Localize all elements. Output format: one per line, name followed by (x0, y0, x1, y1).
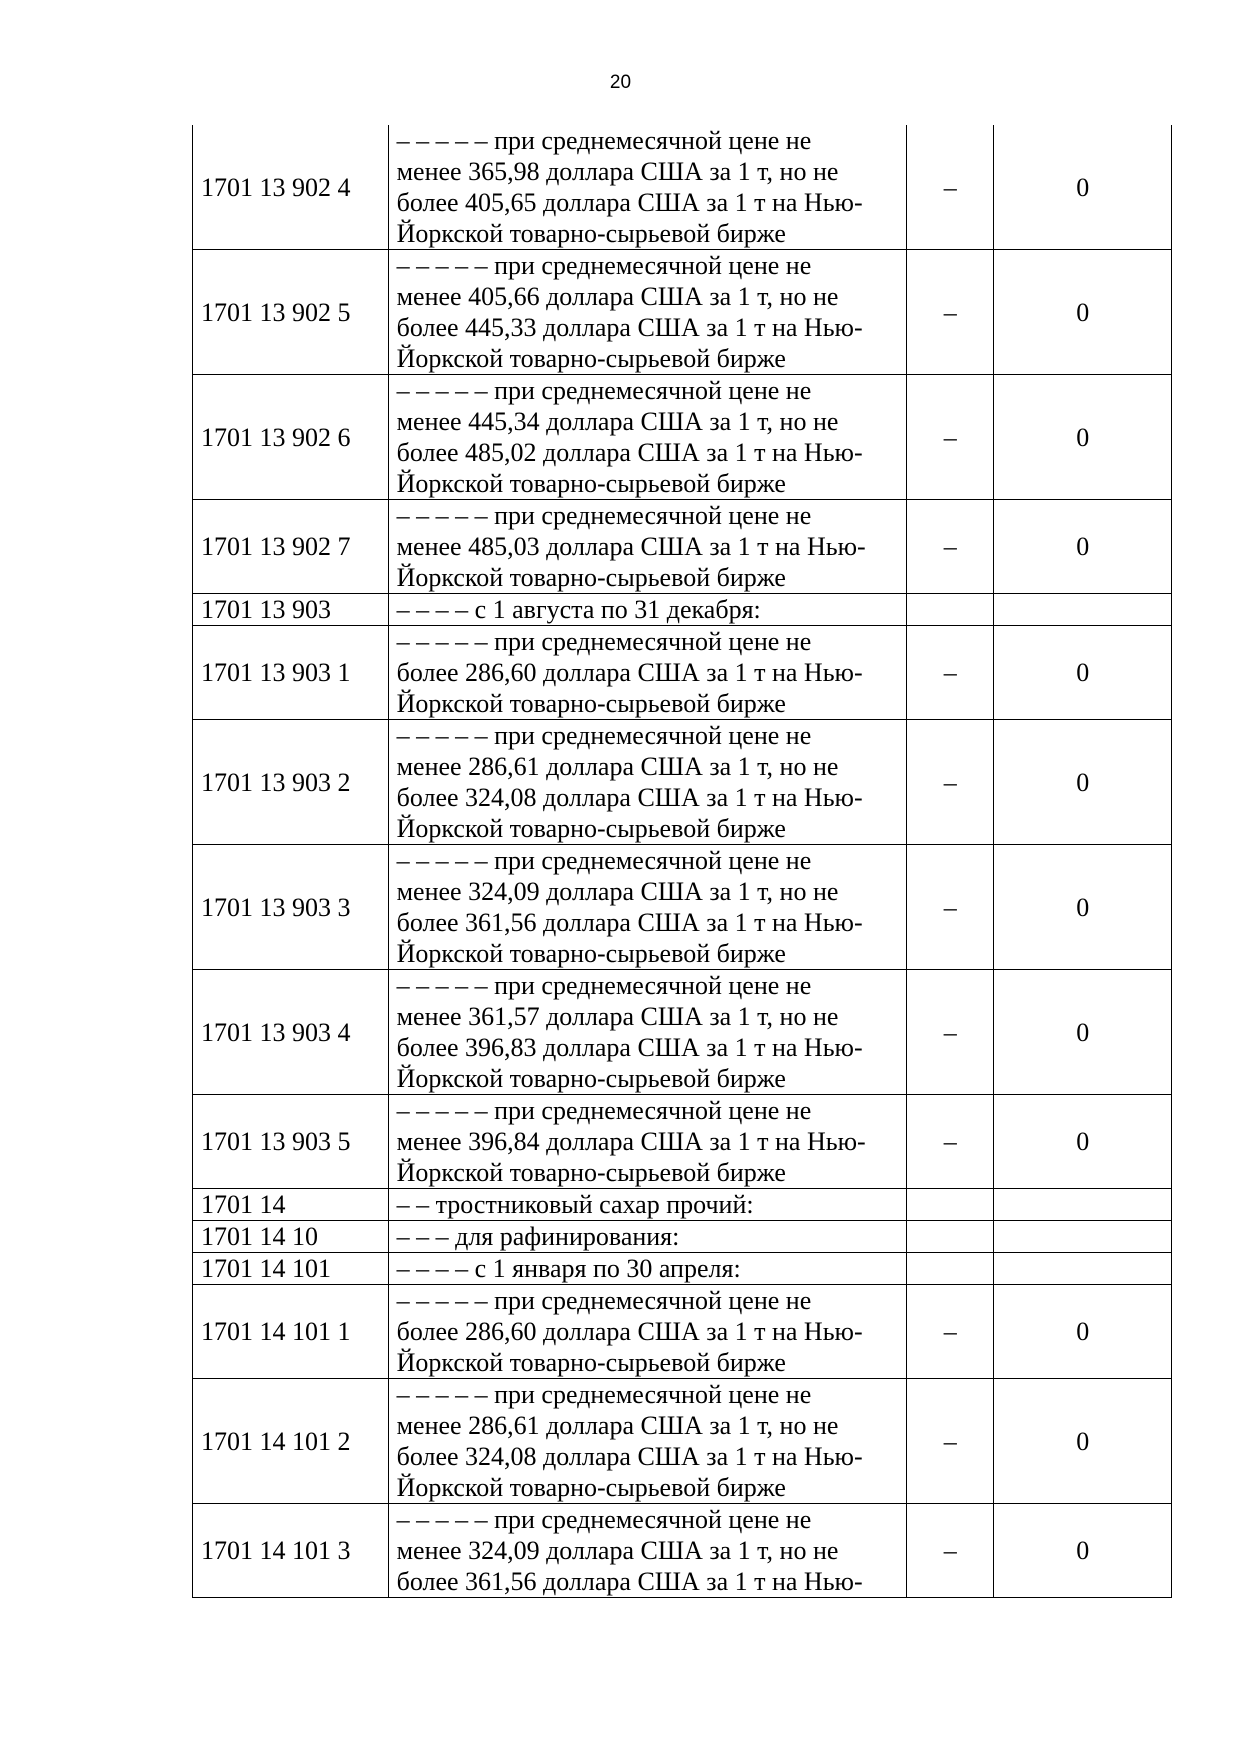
description-line: – – – – – при среднемесячной цене не (396, 627, 812, 656)
unit-cell (907, 594, 994, 626)
duty-rate-cell: 0 (994, 125, 1172, 250)
duty-rate-cell (994, 1189, 1172, 1221)
description-line: – – – – – при среднемесячной цене не (396, 376, 812, 405)
tariff-table-body (193, 125, 1172, 1598)
description-line: Йоркской товарно-сырьевой бирже (396, 1064, 786, 1093)
description-line: Йоркской товарно-сырьевой бирже (396, 219, 786, 248)
commodity-code: 1701 14 101 1 (193, 1285, 389, 1379)
commodity-description (388, 500, 907, 594)
unit-cell: – (907, 1285, 994, 1379)
description-line: более 445,33 доллара США за 1 т на Нью- (396, 313, 863, 342)
table-row (193, 1095, 1172, 1189)
duty-rate-cell: 0 (994, 1095, 1172, 1189)
commodity-code: 1701 13 902 7 (193, 500, 389, 594)
duty-rate-cell: 0 (994, 970, 1172, 1095)
table-row (193, 845, 1172, 970)
description-line: более 324,08 доллара США за 1 т на Нью- (396, 1442, 863, 1471)
commodity-code: 1701 13 903 4 (193, 970, 389, 1095)
unit-cell (907, 1221, 994, 1253)
commodity-code: 1701 13 902 6 (193, 375, 389, 500)
description-line: более 361,56 доллара США за 1 т на Нью- (396, 908, 863, 937)
unit-cell: – (907, 125, 994, 250)
description-line: менее 365,98 доллара США за 1 т, но не (396, 157, 839, 186)
description-line: – – – – – при среднемесячной цене не (396, 1096, 812, 1125)
duty-rate-cell (994, 1221, 1172, 1253)
commodity-description (388, 1095, 907, 1189)
commodity-code: 1701 14 101 2 (193, 1379, 389, 1504)
table-row (193, 250, 1172, 375)
commodity-description (388, 1285, 907, 1379)
description-line: – – – – – при среднемесячной цене не (396, 1380, 812, 1409)
commodity-code: 1701 13 902 4 (193, 125, 389, 250)
description-line: Йоркской товарно-сырьевой бирже (396, 1473, 786, 1502)
description-line: менее 396,84 доллара США за 1 т на Нью- (396, 1127, 866, 1156)
description-line: Йоркской товарно-сырьевой бирже (396, 1348, 786, 1377)
table-row (193, 1285, 1172, 1379)
commodity-description (388, 250, 907, 375)
duty-rate-cell: 0 (994, 1285, 1172, 1379)
description-line: более 286,60 доллара США за 1 т на Нью- (396, 658, 863, 687)
commodity-description (388, 1221, 907, 1253)
commodity-code: 1701 13 903 3 (193, 845, 389, 970)
description-line: Йоркской товарно-сырьевой бирже (396, 814, 786, 843)
commodity-description (388, 1189, 907, 1221)
commodity-description (388, 594, 907, 626)
commodity-description (388, 1253, 907, 1285)
description-line: – – – – – при среднемесячной цене не (396, 501, 812, 530)
description-line: – – – – с 1 января по 30 апреля: (396, 1254, 741, 1283)
duty-rate-cell: 0 (994, 626, 1172, 720)
duty-rate-cell: 0 (994, 250, 1172, 375)
commodity-description (388, 125, 907, 250)
duty-rate-cell: 0 (994, 1504, 1172, 1598)
commodity-code: 1701 13 902 5 (193, 250, 389, 375)
unit-cell: – (907, 720, 994, 845)
commodity-description (388, 845, 907, 970)
commodity-description (388, 375, 907, 500)
commodity-code: 1701 14 101 (193, 1253, 389, 1285)
description-line: более 396,83 доллара США за 1 т на Нью- (396, 1033, 863, 1062)
table-row (193, 1253, 1172, 1285)
description-line: Йоркской товарно-сырьевой бирже (396, 689, 786, 718)
table-row (193, 500, 1172, 594)
duty-rate-cell: 0 (994, 720, 1172, 845)
table-row (193, 1189, 1172, 1221)
commodity-description (388, 1379, 907, 1504)
table-row (193, 1504, 1172, 1598)
table-row (193, 1221, 1172, 1253)
table-row (193, 125, 1172, 250)
unit-cell: – (907, 1095, 994, 1189)
description-line: менее 445,34 доллара США за 1 т, но не (396, 407, 839, 436)
description-line: менее 286,61 доллара США за 1 т, но не (396, 1411, 839, 1440)
description-line: более 485,02 доллара США за 1 т на Нью- (396, 438, 863, 467)
duty-rate-cell: 0 (994, 1379, 1172, 1504)
description-line: – – тростниковый сахар прочий: (396, 1190, 754, 1219)
table-row (193, 970, 1172, 1095)
unit-cell: – (907, 845, 994, 970)
unit-cell: – (907, 970, 994, 1095)
description-line: менее 485,03 доллара США за 1 т на Нью- (396, 532, 866, 561)
description-line: Йоркской товарно-сырьевой бирже (396, 344, 786, 373)
unit-cell: – (907, 375, 994, 500)
unit-cell: – (907, 1504, 994, 1598)
duty-rate-cell: 0 (994, 845, 1172, 970)
unit-cell (907, 1253, 994, 1285)
description-line: менее 324,09 доллара США за 1 т, но не (396, 877, 839, 906)
description-line: более 405,65 доллара США за 1 т на Нью- (396, 188, 863, 217)
description-line: менее 361,57 доллара США за 1 т, но не (396, 1002, 839, 1031)
description-line: – – – – – при среднемесячной цене не (396, 721, 812, 750)
commodity-code: 1701 14 10 (193, 1221, 389, 1253)
tariff-table (192, 125, 1172, 1598)
table-row (193, 626, 1172, 720)
unit-cell: – (907, 500, 994, 594)
commodity-code: 1701 13 903 (193, 594, 389, 626)
commodity-code: 1701 13 903 2 (193, 720, 389, 845)
table-row (193, 594, 1172, 626)
description-line: – – – – – при среднемесячной цене не (396, 251, 812, 280)
duty-rate-cell (994, 1253, 1172, 1285)
description-line: – – – для рафинирования: (396, 1222, 680, 1251)
description-line: Йоркской товарно-сырьевой бирже (396, 939, 786, 968)
description-line: более 324,08 доллара США за 1 т на Нью- (396, 783, 863, 812)
description-line: более 286,60 доллара США за 1 т на Нью- (396, 1317, 863, 1346)
description-line: Йоркской товарно-сырьевой бирже (396, 469, 786, 498)
table-row (193, 720, 1172, 845)
description-line: более 361,56 доллара США за 1 т на Нью- (396, 1567, 863, 1596)
commodity-code: 1701 14 101 3 (193, 1504, 389, 1598)
commodity-code: 1701 14 (193, 1189, 389, 1221)
commodity-code: 1701 13 903 5 (193, 1095, 389, 1189)
description-line: Йоркской товарно-сырьевой бирже (396, 563, 786, 592)
description-line: Йоркской товарно-сырьевой бирже (396, 1158, 786, 1187)
description-line: – – – – – при среднемесячной цене не (396, 846, 812, 875)
commodity-description (388, 720, 907, 845)
description-line: – – – – – при среднемесячной цене не (396, 126, 812, 155)
description-line: менее 324,09 доллара США за 1 т, но не (396, 1536, 839, 1565)
duty-rate-cell (994, 594, 1172, 626)
table-row (193, 1379, 1172, 1504)
commodity-code: 1701 13 903 1 (193, 626, 389, 720)
commodity-description (388, 626, 907, 720)
duty-rate-cell: 0 (994, 500, 1172, 594)
description-line: – – – – с 1 августа по 31 декабря: (396, 595, 761, 624)
description-line: – – – – – при среднемесячной цене не (396, 1286, 812, 1315)
table-row (193, 375, 1172, 500)
description-line: менее 286,61 доллара США за 1 т, но не (396, 752, 839, 781)
unit-cell: – (907, 1379, 994, 1504)
unit-cell: – (907, 626, 994, 720)
unit-cell (907, 1189, 994, 1221)
unit-cell: – (907, 250, 994, 375)
commodity-description (388, 970, 907, 1095)
commodity-description (388, 1504, 907, 1598)
description-line: – – – – – при среднемесячной цене не (396, 1505, 812, 1534)
description-line: менее 405,66 доллара США за 1 т, но не (396, 282, 839, 311)
description-line: – – – – – при среднемесячной цене не (396, 971, 812, 1000)
page-number: 20 (609, 72, 632, 93)
duty-rate-cell: 0 (994, 375, 1172, 500)
